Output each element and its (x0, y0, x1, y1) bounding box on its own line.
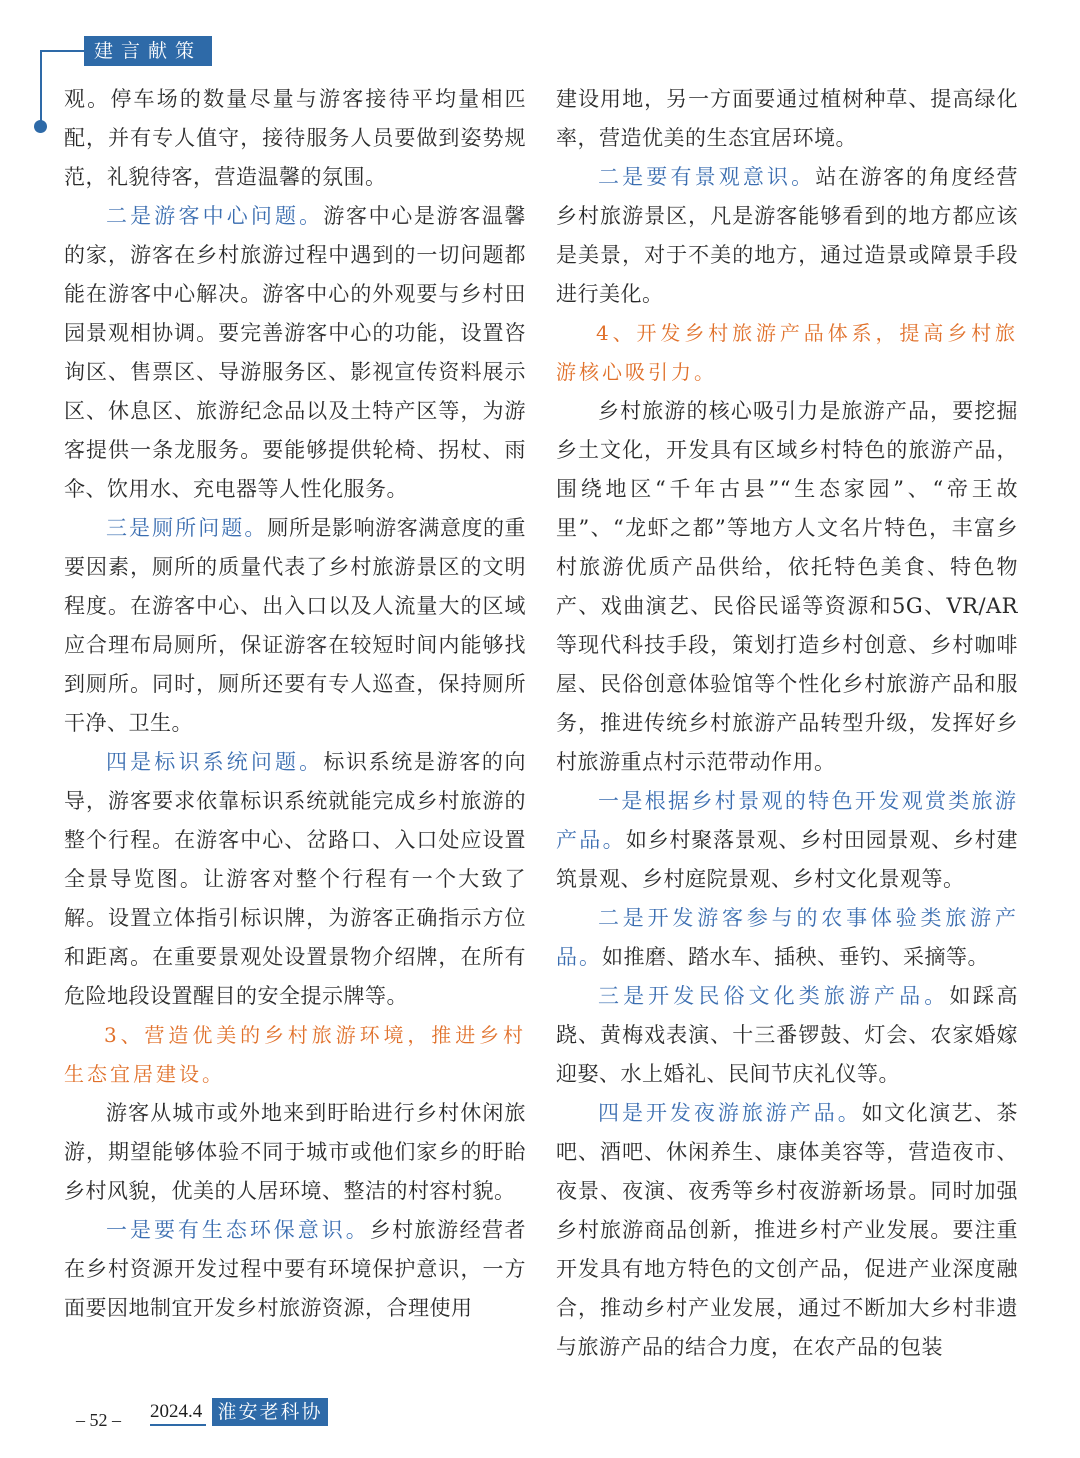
paragraph-lead-phrase: 一是根据乡村景观的特色开发观赏类旅游产品。 (556, 789, 1018, 852)
body-paragraph: 乡村旅游的核心吸引力是旅游产品，要挖掘乡土文化，开发具有区域乡村特色的旅游产品，围绕地区“千年古县”“生态家园”、“帝王故里”、“龙虾之都”等地方人文名片特色，丰富乡村旅游优质产品供给，依托特色美食、特色物产、戏曲演艺、民俗民谣等资源和5G、VR/AR等现代科技手段，策划打造乡村创意、乡村咖啡屋、民俗创意体验馆等个性化乡村旅游产品和服务，推进传统乡村旅游产品转型升级，发挥好乡村旅游重点村示范带动作用。 (556, 399, 1018, 774)
paragraph-body: 如踩高跷、黄梅戏表演、十三番锣鼓、灯会、农家婚嫁迎娶、水上婚礼、民间节庆礼仪等。 (556, 984, 1018, 1086)
lead-paragraph (556, 782, 1018, 899)
paragraph-body: 游客中心是游客温馨的家，游客在乡村旅游过程中遇到的一切问题都能在游客中心解决。游客中心的外观要与乡村田园景观相协调。要完善游客中心的功能，设置咨询区、售票区、导游服务区、影视宣传资料展示区、休息区、旅游纪念品以及土特产区等，为游客提供一条龙服务。要能够提供轮椅、拐杖、雨伞、饮用水、充电器等人性化服务。 (64, 204, 527, 501)
paragraph-body: 如乡村聚落景观、乡村田园景观、乡村建筑景观、乡村庭院景观、乡村文化景观等。 (556, 828, 1019, 891)
paragraph-body: 标识系统是游客的向导，游客要求依靠标识系统就能完成乡村旅游的整个行程。在游客中心、岔路口、入口处应设置全景导览图。让游客对整个行程有一个大致了解。设置立体指引标识牌，为游客正确指示方位和距离。在重要景观处设置景物介绍牌，在所有危险地段设置醒目的安全提示牌等。 (64, 750, 527, 1008)
lead-paragraph (556, 899, 1018, 977)
paragraph-lead-phrase: 三是厕所问题。 (106, 516, 268, 540)
paragraph-lead-phrase: 三是开发民俗文化类旅游产品。 (598, 984, 950, 1008)
paragraph-lead-phrase: 四是开发夜游旅游产品。 (598, 1101, 862, 1125)
right-column (556, 80, 1018, 1367)
section-heading: 4、开发乡村旅游产品体系，提高乡村旅游核心吸引力。 (556, 321, 1018, 384)
lead-paragraph (556, 977, 1018, 1094)
header-rule (40, 50, 84, 52)
paragraph-lead-phrase: 四是标识系统问题。 (106, 750, 324, 774)
header-vertical-rule (40, 50, 42, 128)
section-tag: 建言献策 (84, 36, 212, 66)
issue-label: 2024.4 (150, 1400, 206, 1426)
paragraph-body: 如推磨、踏水车、插秧、垂钓、采摘等。 (602, 945, 989, 969)
body-paragraph: 观。停车场的数量尽量与游客接待平均量相匹配，并有专人值守，接待服务人员要做到姿势规范，礼貌待客，营造温馨的氛围。 (64, 87, 526, 189)
paragraph-lead-phrase: 二是游客中心问题。 (106, 204, 324, 228)
paragraph-lead-phrase: 一是要有生态环保意识。 (106, 1218, 370, 1242)
lead-paragraph (556, 1094, 1018, 1367)
body-paragraph: 建设用地，另一方面要通过植树种草、提高绿化率，营造优美的生态宜居环境。 (556, 87, 1018, 150)
body-paragraph: 游客从城市或外地来到盱眙进行乡村休闲旅游，期望能够体验不同于城市或他们家乡的盱眙乡村风貌，优美的人居环境、整洁的村容村貌。 (64, 1101, 526, 1203)
lead-paragraph (556, 158, 1018, 314)
lead-paragraph (64, 743, 526, 1016)
lead-paragraph (64, 509, 526, 743)
lead-paragraph (64, 197, 526, 509)
paragraph-lead-phrase: 二是开发游客参与的农事体验类旅游产品。 (556, 906, 1018, 969)
paragraph-body: 乡村旅游经营者在乡村资源开发过程中要有环境保护意识，一方面要因地制宜开发乡村旅游资源，合理使用 (64, 1218, 527, 1320)
lead-paragraph (64, 1211, 526, 1328)
paragraph-lead-phrase: 二是要有景观意识。 (598, 165, 816, 189)
paragraph-body: 站在游客的角度经营乡村旅游景区，凡是游客能够看到的地方都应该是美景，对于不美的地方，通过造景或障景手段进行美化。 (556, 165, 1019, 306)
magazine-name: 淮安老科协 (212, 1398, 328, 1426)
section-heading: 3、营造优美的乡村旅游环境，推进乡村生态宜居建设。 (64, 1023, 526, 1086)
page-number: – 52 – (76, 1410, 121, 1430)
header-bullet-dot (34, 120, 47, 133)
left-column (64, 80, 526, 1328)
paragraph-body: 厕所是影响游客满意度的重要因素，厕所的质量代表了乡村旅游景区的文明程度。在游客中心、出入口以及人流量大的区域应合理布局厕所，保证游客在较短时间内能够找到厕所。同时，厕所还要有专人巡查，保持厕所干净、卫生。 (64, 516, 527, 735)
paragraph-body: 如文化演艺、茶吧、酒吧、休闲养生、康体美容等，营造夜市、夜景、夜演、夜秀等乡村夜游新场景。同时加强乡村旅游商品创新，推进乡村产业发展。要注重开发具有地方特色的文创产品，促进产业深度融合，推动乡村产业发展，通过不断加大乡村非遗与旅游产品的结合力度，在农产品的包装 (556, 1101, 1019, 1359)
